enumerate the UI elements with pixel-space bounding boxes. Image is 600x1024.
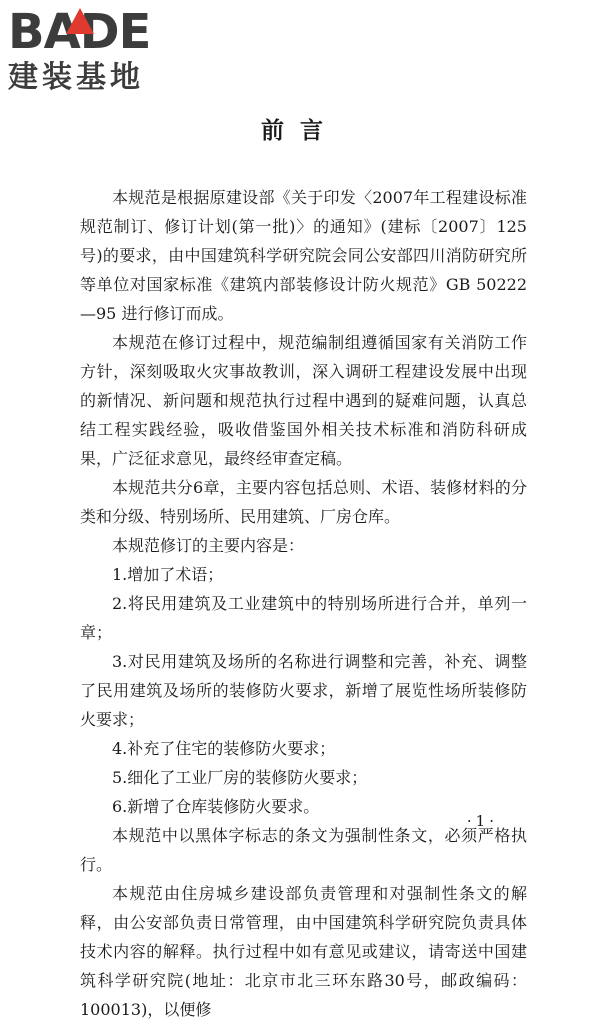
list-item: 4.补充了住宅的装修防火要求； — [112, 739, 336, 758]
bade-logo — [8, 6, 178, 96]
page-title: 前言 — [261, 118, 339, 144]
paragraph: 本规范是根据原建设部《关于印发〈2007年工程建设标准规范制订、修订计划(第一批)〉的通知》(建标〔2007〕125号)的要求，由中国建筑科学研究院会同公安部四川消防研究所等单位对国家标准《建筑内部装修设计防火规范》GB 50222—95 进行修订而成。 — [80, 188, 527, 323]
logo-triangle-icon — [66, 8, 94, 34]
paragraph: 本规范在修订过程中，规范编制组遵循国家有关消防工作方针，深刻吸取火灾事故教训，深入调研工程建设发展中出现的新情况、新问题和规范执行过程中遇到的疑难问题，认真总结工程实践经验，吸收借鉴国外相关技术标准和消防科研成果，广泛征求意见，最终经审查定稿。 — [80, 333, 527, 468]
preface-body — [80, 183, 527, 1024]
logo-subtitle: 建装基地 — [8, 60, 144, 95]
list-item: 5.细化了工业厂房的装修防火要求； — [112, 768, 368, 787]
list-item: 6.新增了仓库装修防火要求。 — [112, 797, 320, 816]
paragraph: 本规范中以黑体字标志的条文为强制性条文，必须严格执行。 — [80, 826, 527, 874]
list-item: 3.对民用建筑及场所的名称进行调整和完善，补充、调整了民用建筑及场所的装修防火要求，新增了展览性场所装修防火要求； — [80, 652, 527, 729]
list-item: 2.将民用建筑及工业建筑中的特别场所进行合并，单列一章； — [80, 594, 527, 642]
page-number: ·1· — [466, 812, 498, 830]
logo-wordmark: BADE — [8, 4, 151, 60]
list-item: 1.增加了术语； — [112, 565, 224, 584]
paragraph: 本规范由住房城乡建设部负责管理和对强制性条文的解释，由公安部负责日常管理，由中国建筑科学研究院负责具体技术内容的解释。执行过程中如有意见或建议，请寄送中国建筑科学研究院(地址：北京市北三环东路30号，邮政编码：100013)，以便修 — [80, 884, 527, 1019]
paragraph: 本规范共分6章，主要内容包括总则、术语、装修材料的分类和分级、特别场所、民用建筑、厂房仓库。 — [80, 478, 527, 526]
paragraph: 本规范修订的主要内容是： — [112, 536, 305, 555]
